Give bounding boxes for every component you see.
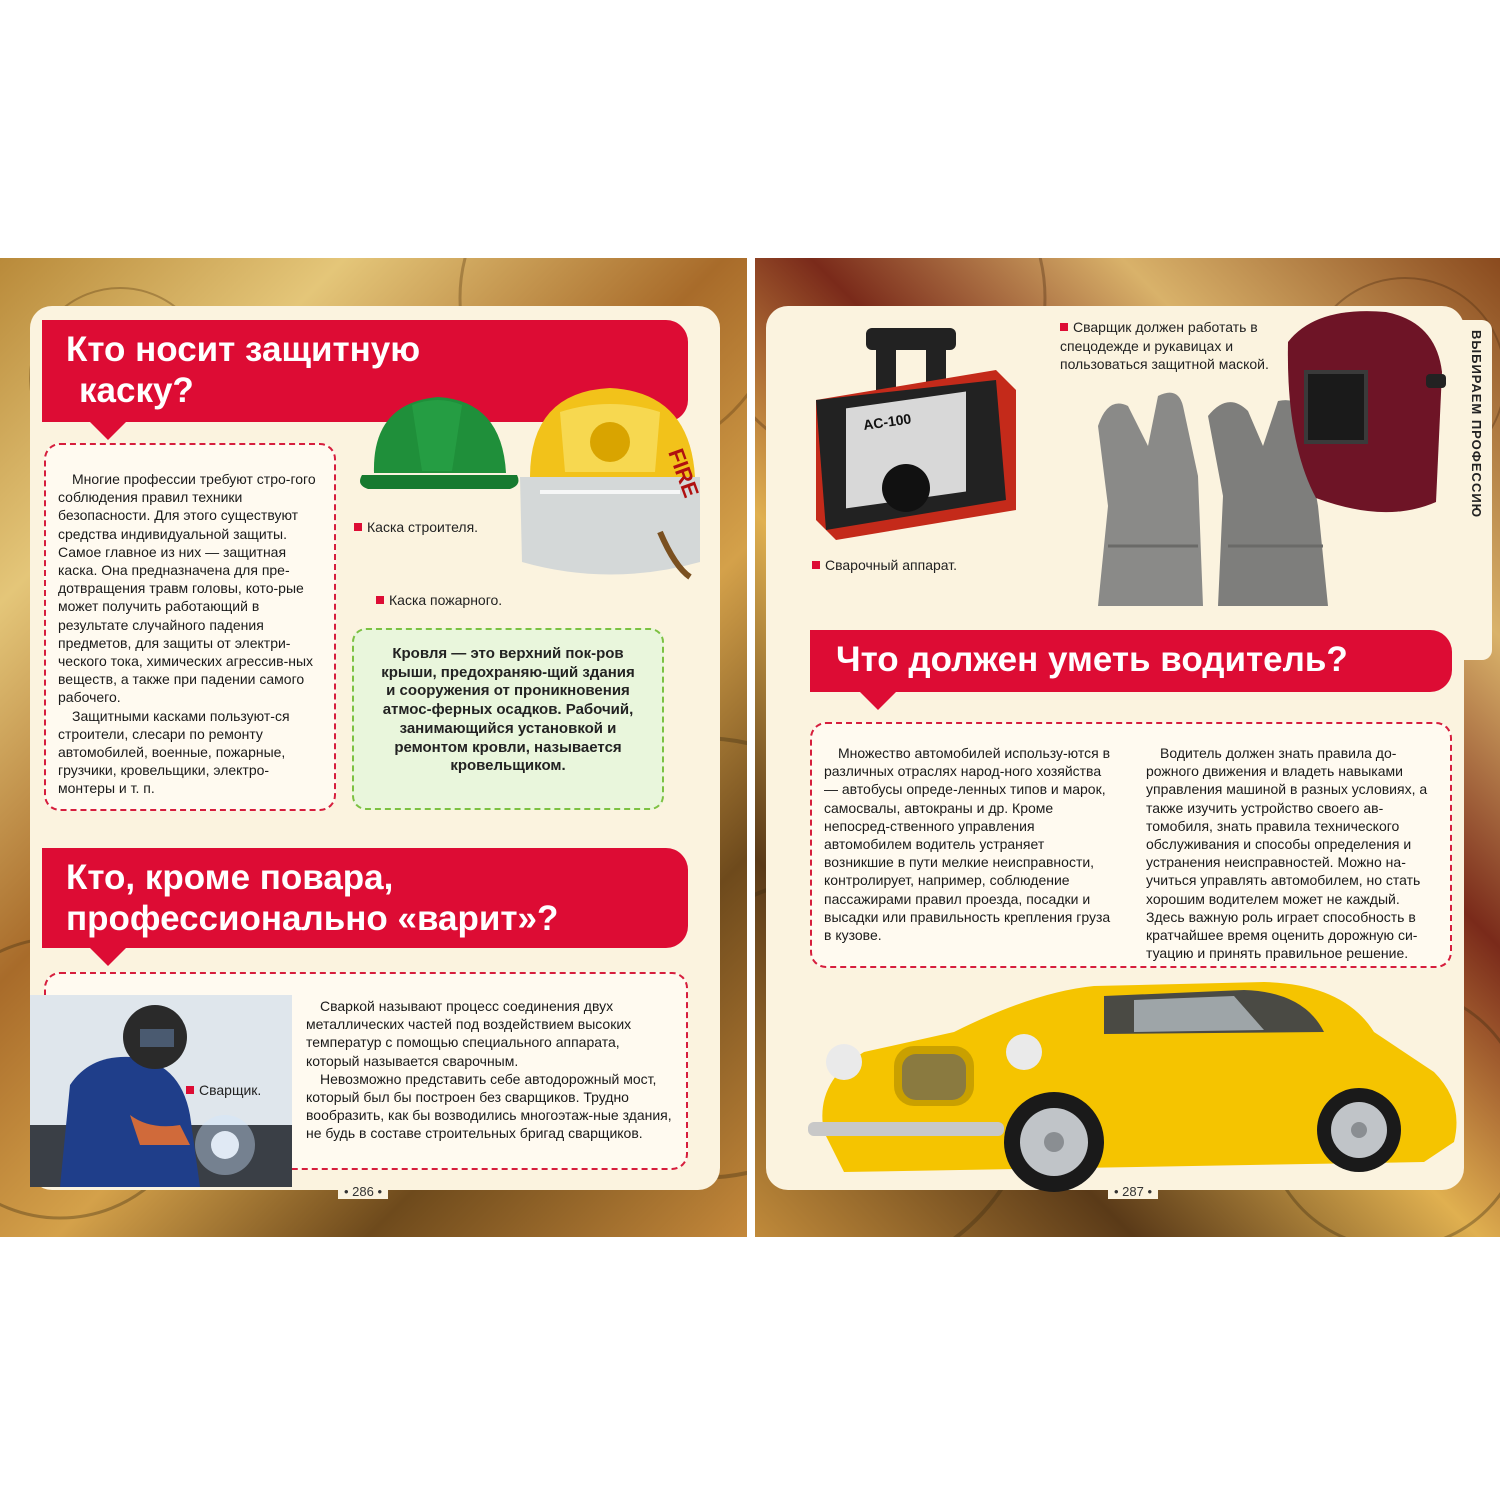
caption-welding-machine — [812, 557, 957, 573]
caption-welder-gear-text: Сварщик должен работать в спецодежде и рукавицах и пользоваться защитной маской. — [1060, 319, 1269, 373]
section3-title: Что должен уметь водитель? — [836, 640, 1348, 679]
yellow-car-image — [804, 972, 1474, 1212]
roofing-note-text: Кровля — это верхний пок-ров крыши, предохраняю-щий здания и сооружения от проникновения атмос-ферных осадков. Рабочий, занимающийся установкой и ремонтом кровли, называется кровельщиком. — [381, 645, 635, 775]
builder-helmet-image — [352, 385, 524, 503]
section2-title-line1: Кто, кроме повара, — [66, 858, 394, 897]
fire-helmet-image — [500, 382, 715, 592]
roofing-note — [352, 628, 664, 810]
caption-welder — [186, 1082, 261, 1098]
side-tab-label: ВЫБИРАЕМ ПРОФЕССИЮ — [1469, 330, 1484, 519]
section3-col2 — [1146, 744, 1442, 962]
section2-banner — [42, 848, 688, 948]
section3-col2-text: Водитель должен знать правила до-рожного движения и владеть навыками управления машиной в разных условиях, а также изучить устройство своего ав-томобиля, знать правила технического обслуживания и способы определения и устранения неисправностей. Можно на-учиться управлять автомобилем, но стать хорошим водителем может не каждый. Здесь важную роль играет способность в кратчайшее время оценить дорожную си-туацию и принять правильное решение. — [1146, 745, 1428, 962]
welding-mask-image — [1276, 302, 1454, 524]
section1-paragraph2: Защитными касками пользуют-ся строители, слесари по ремонту автомобилей, военные, пожарные, грузчики, кровельщики, электро-монтеры и т. п. — [58, 707, 290, 797]
section1-text — [58, 470, 320, 798]
page-number-right: • 287 • — [1108, 1184, 1158, 1199]
welding-machine-label: AC-100 — [862, 410, 913, 433]
section2-paragraph2: Невозможно представить себе автодорожный мост, который был бы построен без сварщиков. Трудно вообразить, как бы возводились многоэтаж-ные здания, не будь в составе строительных бригад сварщиков. — [306, 1070, 672, 1142]
section2-title-line2: профессионально «варит»? — [66, 899, 559, 938]
section1-title-line2: каску? — [79, 371, 194, 410]
section1-title-line1: Кто носит защитную — [66, 330, 421, 369]
section3-col1-text: Множество автомобилей использу-ются в различных отраслях народ-ного хозяйства — автобусы опреде-ленных типов и марок, самосвалы, автокраны и др. Кроме непосред-ственного управления автомобилем водитель устраняет возникшие в пути мелкие неисправности, контролирует, например, соблюдение пассажирами правил проезда, посадки и высадки или правильность крепления груза в кузове. — [824, 745, 1111, 944]
caption-builder-helmet-text: Каска строителя. — [367, 519, 479, 535]
fire-helmet-lettering: FIRE — [663, 445, 704, 501]
caption-welding-machine-text: Сварочный аппарат. — [825, 557, 957, 573]
section2-paragraph1: Сваркой называют процесс соединения двух металлических частей под воздействием высоких температур с помощью специального аппарата, который называется сварочным. — [306, 998, 632, 1069]
section3-col1 — [824, 744, 1116, 944]
welding-machine-image — [806, 320, 1022, 544]
section2-text — [306, 997, 676, 1143]
caption-fire-helmet — [376, 592, 502, 608]
caption-welder-text: Сварщик. — [199, 1082, 262, 1098]
side-tab — [1462, 320, 1492, 660]
section3-banner — [810, 630, 1452, 692]
caption-welder-gear — [1060, 318, 1298, 374]
page-number-left: • 286 • — [338, 1184, 388, 1199]
caption-fire-helmet-text: Каска пожарного. — [389, 592, 503, 608]
caption-builder-helmet — [354, 519, 478, 535]
section1-paragraph1: Многие профессии требуют стро-гого соблюдения правил техники безопасности. Для этого существуют средства индивидуальной защиты. Самое главное из них — защитная каска. Она предназначена для пре-дотвращения травм головы, кото-рые может получить работающий в результате случайного падения предметов, для защиты от электри-ческого тока, химических агрессив-ных веществ, а также при падении самого рабочего. — [58, 471, 316, 706]
